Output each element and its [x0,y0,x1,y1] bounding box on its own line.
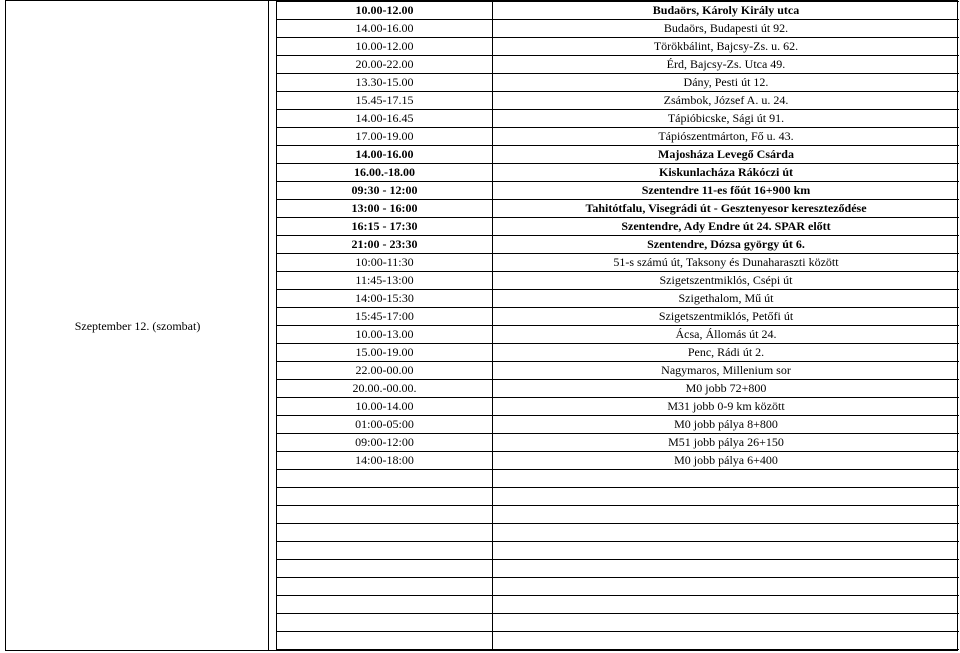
time-cell: 14:00-15:30 [276,290,493,307]
time-cell: 10.00-12.00 [276,38,493,55]
time-cell [276,524,493,541]
time-cell [276,614,493,631]
location-cell: Budaörs, Károly Király utca [652,3,800,17]
time-cell: 20.00.-00.00. [276,380,493,397]
location-cell: Zsámbok, József A. u. 24. [663,93,789,107]
schedule-grid [276,1,959,650]
time-cell: 10:00-11:30 [276,254,493,271]
table-row [276,398,959,416]
time-cell: 13:00 - 16:00 [276,200,493,217]
location-cell: 51-s számú út, Taksony és Dunaharaszti között [613,255,839,269]
table-row [276,254,959,272]
location-cell: Szigetszentmiklós, Csépi út [659,273,793,287]
table-row [276,308,959,326]
table-row [276,560,959,578]
location-cell [493,470,959,487]
time-cell: 16:15 - 17:30 [276,218,493,235]
time-cell: 10.00-12.00 [276,2,493,19]
time-cell: 14:00-18:00 [276,452,493,469]
table-row [276,128,959,146]
table-row [276,182,959,200]
location-cell [493,524,959,541]
location-cell: Szentendre 11-es főút 16+900 km [641,183,811,197]
time-cell [276,488,493,505]
table-row [276,632,959,650]
table-row [276,92,959,110]
time-cell: 14.00-16.00 [276,146,493,163]
table-row [276,200,959,218]
time-cell [276,596,493,613]
schedule-table [5,0,958,651]
table-row [276,2,959,20]
table-row [276,470,959,488]
location-cell [493,632,959,649]
time-cell: 10.00-13.00 [276,326,493,343]
time-cell: 22.00-00.00 [276,362,493,379]
date-column [6,1,269,650]
table-row [276,380,959,398]
location-cell: Szentendre, Dózsa györgy út 6. [647,237,805,251]
table-row [276,578,959,596]
time-cell [276,470,493,487]
location-cell [493,596,959,613]
time-cell: 15.45-17.15 [276,92,493,109]
table-row [276,452,959,470]
location-cell: Tahitótfalu, Visegrádi út - Gesztenyesor kereszteződése [585,201,867,215]
location-cell: Szigetszentmiklós, Petőfi út [658,309,794,323]
table-row [276,416,959,434]
time-cell: 20.00-22.00 [276,56,493,73]
table-row [276,146,959,164]
location-cell: M0 jobb pálya 8+800 [674,417,778,431]
location-cell: M0 jobb 72+800 [685,381,767,395]
table-row [276,614,959,632]
time-cell [276,506,493,523]
location-cell [493,614,959,631]
table-row [276,524,959,542]
table-row [276,164,959,182]
table-row [276,74,959,92]
location-cell: Tápióbicske, Sági út 91. [667,111,785,125]
location-cell: Szigethalom, Mű út [678,291,774,305]
time-cell: 11:45-13:00 [276,272,493,289]
table-row [276,596,959,614]
time-cell: 14.00-16.45 [276,110,493,127]
table-row [276,110,959,128]
time-cell: 17.00-19.00 [276,128,493,145]
location-cell [493,506,959,523]
table-row [276,56,959,74]
time-cell [276,542,493,559]
location-cell: M51 jobb pálya 26+150 [668,435,784,449]
table-row [276,542,959,560]
time-cell: 01:00-05:00 [276,416,493,433]
time-cell: 13.30-15.00 [276,74,493,91]
time-cell: 16.00.-18.00 [276,164,493,181]
time-cell [276,578,493,595]
time-cell: 15.00-19.00 [276,344,493,361]
table-row [276,236,959,254]
location-cell [493,488,959,505]
time-cell: 09:00-12:00 [276,434,493,451]
table-row [276,434,959,452]
table-row [276,218,959,236]
location-cell: Majosháza Levegő Csárda [658,147,794,161]
location-cell: Ácsa, Állomás út 24. [675,327,777,341]
time-cell: 14.00-16.00 [276,20,493,37]
table-row [276,488,959,506]
time-cell [276,632,493,649]
table-row [276,326,959,344]
table-row [276,290,959,308]
location-cell [493,578,959,595]
table-row [276,344,959,362]
location-cell: Kiskunlacháza Rákóczi út [658,165,793,179]
time-cell: 15:45-17:00 [276,308,493,325]
table-row [276,506,959,524]
location-cell [493,560,959,577]
location-cell: Budaörs, Budapesti út 92. [663,21,789,35]
location-cell: Érd, Bajcsy-Zs. Utca 49. [666,57,786,71]
date-label: Szeptember 12. (szombat) [74,319,201,333]
time-cell: 10.00-14.00 [276,398,493,415]
time-cell: 21:00 - 23:30 [276,236,493,253]
location-cell: M31 jobb 0-9 km között [667,399,785,413]
table-row [276,20,959,38]
time-cell: 09:30 - 12:00 [276,182,493,199]
location-cell: Szentendre, Ady Endre út 24. SPAR előtt [621,219,831,233]
table-row [276,272,959,290]
location-cell [493,542,959,559]
table-row [276,38,959,56]
location-cell: Nagymaros, Millenium sor [661,363,791,377]
location-cell: Dány, Pesti út 12. [683,75,769,89]
table-row [276,362,959,380]
location-cell: Tápiószentmárton, Fő u. 43. [658,129,794,143]
location-cell: Törökbálint, Bajcsy-Zs. u. 62. [653,39,799,53]
location-cell: Penc, Rádi út 2. [687,345,765,359]
location-cell: M0 jobb pálya 6+400 [674,453,778,467]
time-cell [276,560,493,577]
